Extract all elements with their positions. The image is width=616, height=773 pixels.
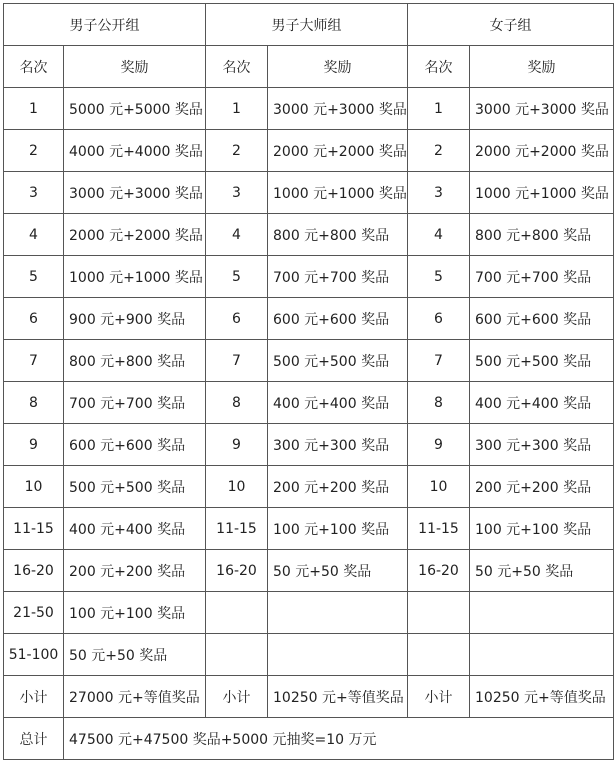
subtotal-row — [4, 676, 614, 718]
prize-cell: 50 元+50 奖品 — [64, 634, 206, 676]
prize-cell: 100 元+100 奖品 — [268, 508, 408, 550]
prize-cell: 3000 元+3000 奖品 — [268, 88, 408, 130]
rank-cell: 2 — [4, 130, 64, 172]
rank-cell: 7 — [408, 340, 470, 382]
rank-cell: 1 — [408, 88, 470, 130]
empty-cell — [268, 592, 408, 634]
rank-cell: 51-100 — [4, 634, 64, 676]
prize-cell: 700 元+700 奖品 — [64, 382, 206, 424]
table-row — [4, 340, 614, 382]
prize-cell: 4000 元+4000 奖品 — [64, 130, 206, 172]
rank-cell: 2 — [408, 130, 470, 172]
rank-cell: 11-15 — [206, 508, 268, 550]
rank-cell: 10 — [4, 466, 64, 508]
rank-cell: 21-50 — [4, 592, 64, 634]
group-header-women: 女子组 — [408, 4, 614, 46]
rank-cell: 11-15 — [4, 508, 64, 550]
rank-cell: 8 — [206, 382, 268, 424]
empty-cell — [470, 634, 614, 676]
rank-cell: 5 — [4, 256, 64, 298]
rank-cell: 6 — [206, 298, 268, 340]
table-row — [4, 424, 614, 466]
prize-cell: 200 元+200 奖品 — [268, 466, 408, 508]
prize-cell: 50 元+50 奖品 — [268, 550, 408, 592]
rank-cell: 11-15 — [408, 508, 470, 550]
rank-cell: 6 — [408, 298, 470, 340]
rank-cell: 8 — [4, 382, 64, 424]
rank-cell: 8 — [408, 382, 470, 424]
prize-cell: 600 元+600 奖品 — [470, 298, 614, 340]
prize-cell: 50 元+50 奖品 — [470, 550, 614, 592]
rank-cell: 1 — [4, 88, 64, 130]
table-row — [4, 466, 614, 508]
subtotal-men-open: 27000 元+等值奖品 — [64, 676, 206, 718]
subtotal-label: 小计 — [4, 676, 64, 718]
empty-cell — [268, 634, 408, 676]
prize-cell: 2000 元+2000 奖品 — [268, 130, 408, 172]
group-header-row — [4, 4, 614, 46]
prize-cell: 900 元+900 奖品 — [64, 298, 206, 340]
rank-cell: 2 — [206, 130, 268, 172]
prize-cell: 600 元+600 奖品 — [268, 298, 408, 340]
rank-cell: 7 — [206, 340, 268, 382]
subtotal-women: 10250 元+等值奖品 — [470, 676, 614, 718]
prize-cell: 500 元+500 奖品 — [268, 340, 408, 382]
table-row — [4, 214, 614, 256]
rank-cell: 6 — [4, 298, 64, 340]
prize-cell: 100 元+100 奖品 — [64, 592, 206, 634]
rank-cell: 3 — [206, 172, 268, 214]
empty-cell — [408, 634, 470, 676]
column-header-row — [4, 46, 614, 88]
table-row — [4, 382, 614, 424]
prize-cell: 3000 元+3000 奖品 — [470, 88, 614, 130]
prize-table — [3, 3, 614, 760]
rank-cell: 1 — [206, 88, 268, 130]
prize-cell: 400 元+400 奖品 — [470, 382, 614, 424]
column-header-prize: 奖励 — [64, 46, 206, 88]
column-header-prize: 奖励 — [470, 46, 614, 88]
prize-cell: 400 元+400 奖品 — [268, 382, 408, 424]
total-label: 总计 — [4, 718, 64, 760]
total-value: 47500 元+47500 奖品+5000 元抽奖=10 万元 — [64, 718, 614, 760]
empty-cell — [408, 592, 470, 634]
table-row — [4, 550, 614, 592]
prize-cell: 700 元+700 奖品 — [470, 256, 614, 298]
table-row — [4, 592, 614, 634]
total-row — [4, 718, 614, 760]
rank-cell: 3 — [408, 172, 470, 214]
subtotal-men-master: 10250 元+等值奖品 — [268, 676, 408, 718]
rank-cell: 4 — [4, 214, 64, 256]
rank-cell: 9 — [408, 424, 470, 466]
table-row — [4, 298, 614, 340]
prize-cell: 800 元+800 奖品 — [64, 340, 206, 382]
rank-cell: 5 — [408, 256, 470, 298]
prize-cell: 3000 元+3000 奖品 — [64, 172, 206, 214]
rank-cell: 10 — [206, 466, 268, 508]
rank-cell: 4 — [408, 214, 470, 256]
rank-cell: 10 — [408, 466, 470, 508]
prize-cell: 800 元+800 奖品 — [268, 214, 408, 256]
rank-cell: 5 — [206, 256, 268, 298]
rank-cell: 16-20 — [408, 550, 470, 592]
prize-cell: 2000 元+2000 奖品 — [470, 130, 614, 172]
prize-cell: 5000 元+5000 奖品 — [64, 88, 206, 130]
group-header-men-open: 男子公开组 — [4, 4, 206, 46]
prize-cell: 500 元+500 奖品 — [64, 466, 206, 508]
group-header-men-master: 男子大师组 — [206, 4, 408, 46]
prize-cell: 400 元+400 奖品 — [64, 508, 206, 550]
rank-cell: 4 — [206, 214, 268, 256]
prize-cell: 800 元+800 奖品 — [470, 214, 614, 256]
subtotal-label: 小计 — [206, 676, 268, 718]
empty-cell — [206, 634, 268, 676]
prize-cell: 2000 元+2000 奖品 — [64, 214, 206, 256]
rank-cell: 16-20 — [206, 550, 268, 592]
prize-cell: 300 元+300 奖品 — [268, 424, 408, 466]
table-row — [4, 88, 614, 130]
prize-cell: 1000 元+1000 奖品 — [470, 172, 614, 214]
prize-cell: 700 元+700 奖品 — [268, 256, 408, 298]
empty-cell — [470, 592, 614, 634]
table-row — [4, 130, 614, 172]
prize-cell: 600 元+600 奖品 — [64, 424, 206, 466]
table-row — [4, 172, 614, 214]
table-row — [4, 508, 614, 550]
prize-cell: 500 元+500 奖品 — [470, 340, 614, 382]
prize-cell: 100 元+100 奖品 — [470, 508, 614, 550]
table-row — [4, 634, 614, 676]
column-header-prize: 奖励 — [268, 46, 408, 88]
column-header-rank: 名次 — [4, 46, 64, 88]
column-header-rank: 名次 — [206, 46, 268, 88]
prize-cell: 300 元+300 奖品 — [470, 424, 614, 466]
prize-cell: 1000 元+1000 奖品 — [268, 172, 408, 214]
subtotal-label: 小计 — [408, 676, 470, 718]
rank-cell: 9 — [206, 424, 268, 466]
rank-cell: 3 — [4, 172, 64, 214]
rank-cell: 16-20 — [4, 550, 64, 592]
table-row — [4, 256, 614, 298]
prize-cell: 200 元+200 奖品 — [470, 466, 614, 508]
empty-cell — [206, 592, 268, 634]
rank-cell: 7 — [4, 340, 64, 382]
prize-cell: 200 元+200 奖品 — [64, 550, 206, 592]
column-header-rank: 名次 — [408, 46, 470, 88]
rank-cell: 9 — [4, 424, 64, 466]
prize-cell: 1000 元+1000 奖品 — [64, 256, 206, 298]
